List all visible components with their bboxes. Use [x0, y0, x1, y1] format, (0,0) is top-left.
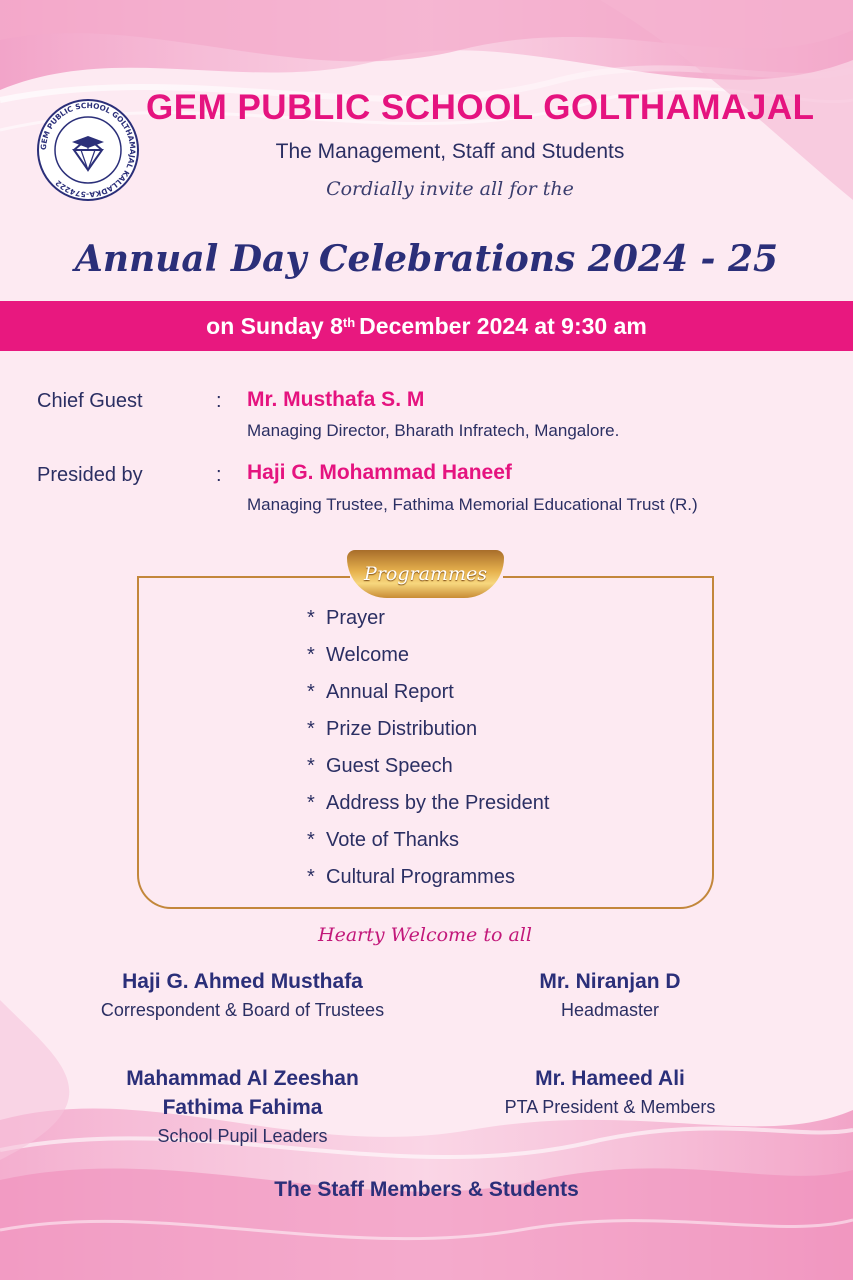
programme-item: * Cultural Programmes: [307, 866, 515, 888]
logo-ring-text: GEM PUBLIC SCHOOL GOLTHAMAJAL KALLADKA-574222: [38, 100, 138, 200]
presided-by-colon: :: [216, 464, 222, 486]
programmes-box-border: [137, 576, 350, 578]
programme-item: * Guest Speech: [307, 755, 453, 777]
programmes-heading: Programmes: [364, 563, 487, 585]
pta-name: Mr. Hameed Ali: [535, 1067, 685, 1090]
programmes-box-border: [503, 576, 714, 578]
chief-guest-name: Mr. Musthafa S. M: [247, 388, 425, 411]
pupil-leaders-role: School Pupil Leaders: [157, 1126, 328, 1146]
presided-by-label: Presided by: [37, 464, 143, 486]
presided-by-name: Haji G. Mohammad Haneef: [247, 461, 512, 484]
programmes-heading-badge: [347, 550, 504, 598]
correspondent-name: Haji G. Ahmed Musthafa: [122, 970, 363, 993]
headmaster-block: [480, 967, 740, 1025]
pta-block: [470, 1064, 750, 1122]
chief-guest-label: Chief Guest: [37, 390, 143, 412]
programme-item: * Address by the President: [307, 792, 550, 814]
welcome-line: Hearty Welcome to all: [318, 924, 532, 946]
programme-item: * Annual Report: [307, 681, 454, 703]
programme-item: * Vote of Thanks: [307, 829, 460, 851]
pupil-leader-name: Fathima Fahima: [162, 1096, 323, 1119]
footer-line: The Staff Members & Students: [274, 1178, 579, 1201]
presided-by-role: Managing Trustee, Fathima Memorial Educational Trust (R.): [247, 495, 698, 514]
event-title: Annual Day Celebrations 2024 - 25: [74, 238, 779, 280]
pupil-leader-name: Mahammad Al Zeeshan: [126, 1067, 359, 1090]
correspondent-role: Correspondent & Board of Trustees: [100, 1000, 385, 1020]
programme-item: * Welcome: [307, 644, 409, 666]
programme-item: * Prize Distribution: [307, 718, 478, 740]
pupil-leaders-block: [80, 1064, 405, 1151]
school-name: GEM PUBLIC SCHOOL GOLTHAMAJAL: [146, 88, 815, 127]
invite-line: Cordially invite all for the: [326, 178, 574, 200]
correspondent-block: [60, 967, 425, 1025]
chief-guest-role: Managing Director, Bharath Infratech, Mangalore.: [247, 421, 620, 440]
date-band: [0, 301, 853, 351]
hosts-line: The Management, Staff and Students: [275, 140, 625, 163]
headmaster-role: Headmaster: [560, 1000, 660, 1020]
programmes-list: [307, 607, 549, 903]
date-suffix: th: [342, 314, 356, 330]
date-prefix: on Sunday 8: [206, 312, 343, 339]
date-rest: December 2024 at 9:30 am: [359, 312, 647, 339]
headmaster-name: Mr. Niranjan D: [539, 970, 681, 993]
school-logo: [36, 98, 140, 202]
chief-guest-colon: :: [216, 390, 222, 412]
pta-role: PTA President & Members: [504, 1097, 716, 1117]
programme-item: * Prayer: [307, 607, 385, 629]
